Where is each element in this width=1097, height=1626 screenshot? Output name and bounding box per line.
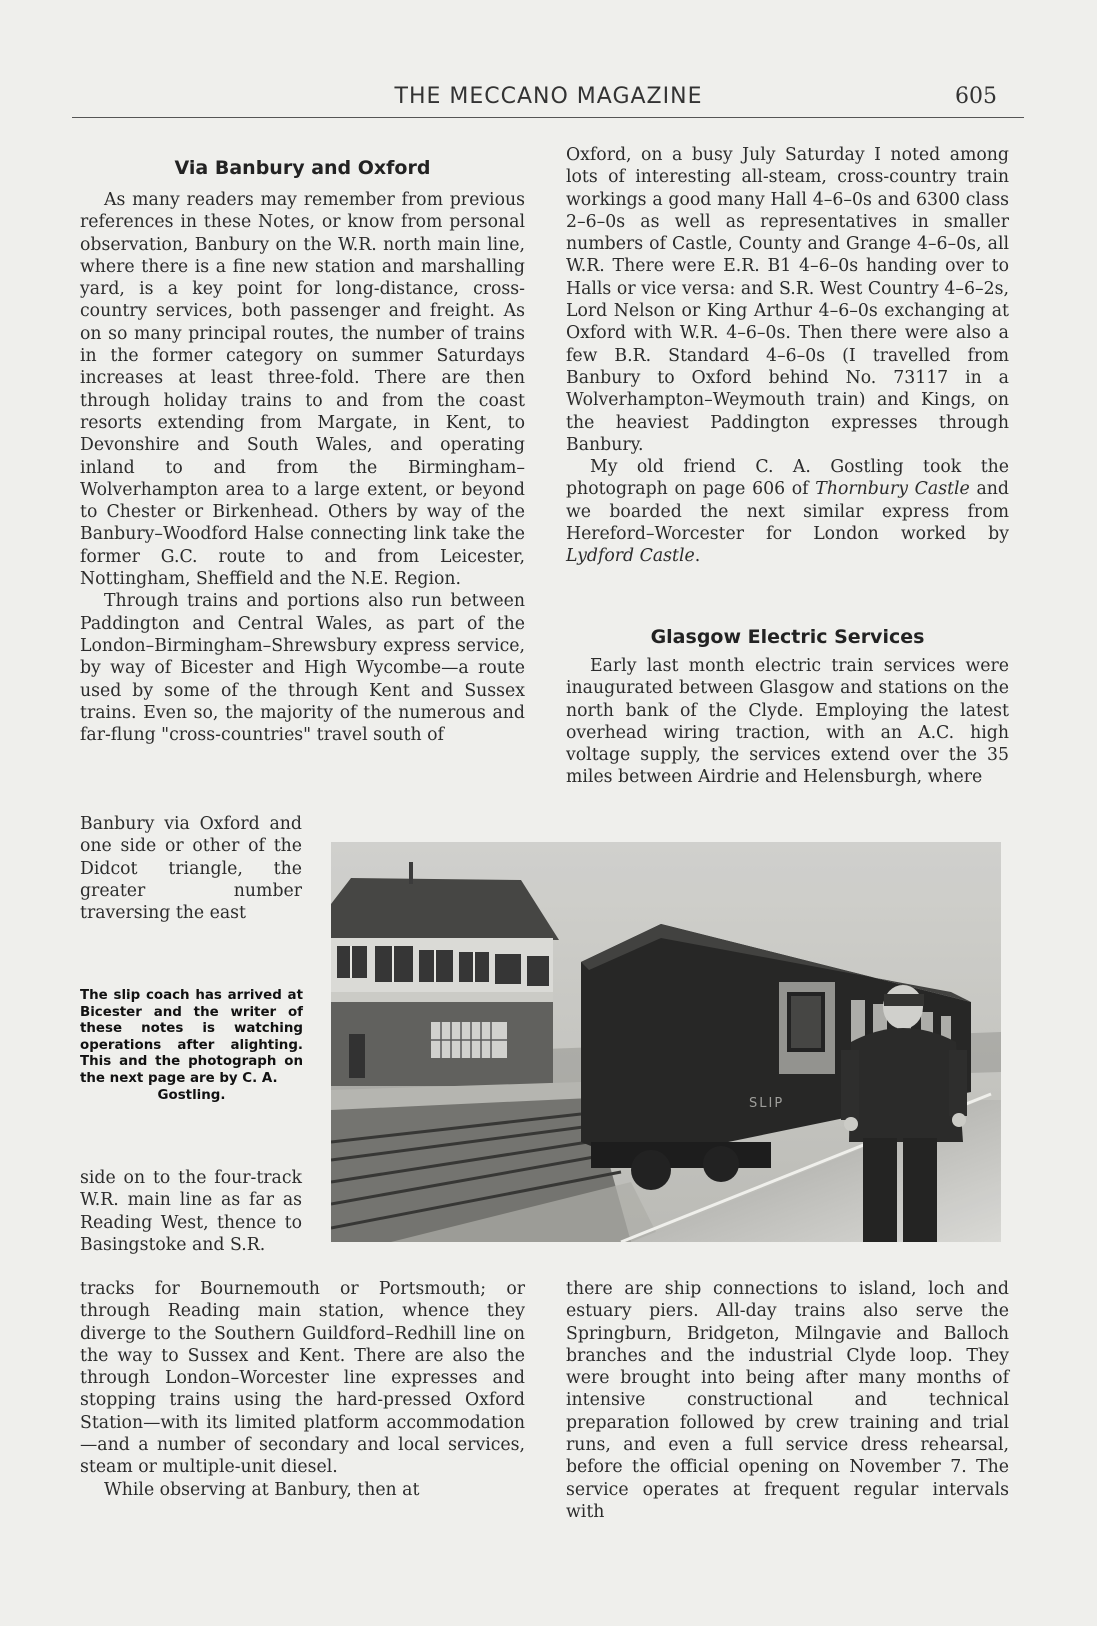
text-run: My old friend C. A. Gostling took the photograph on page 606 of (566, 457, 1009, 500)
right-column-middle (566, 655, 1009, 789)
section-heading-banbury: Via Banbury and Oxford (174, 157, 431, 179)
page-number: 605 (955, 84, 997, 109)
caption-text: The slip coach has arrived at Bicester and the writer of these notes is watching operations after alighting. This and the photograph on the next page are by C. A. (80, 988, 303, 1086)
text-run: . (694, 546, 701, 567)
coach-marking: SLIP (749, 1096, 785, 1111)
header-rule (72, 117, 1024, 118)
paragraph: Through trains and portions also run between Paddington and Central Wales, as part of the London–Birmingham–Shrewsbury express service, by way of Bicester and High Wycombe—a route used by some of the through Kent and Sussex trains. Even so, the majority of the numerous and far-flung "cross-countries" travel south of (80, 591, 525, 746)
photo-caption (80, 988, 303, 1104)
paragraph: Early last month electric train services were inaugurated between Glasgow and stations on the north bank of the Clyde. Employing the latest overhead wiring traction, with an A.C. high voltage supply, the services extend over the 35 miles between Airdrie and Helensburgh, where (566, 656, 1009, 788)
text-run: and we boarded the next similar express from Hereford–Worcester for London worked by (566, 479, 1009, 545)
paragraph: As many readers may remember from previous references in these Notes, or know from personal observation, Banbury on the W.R. north main line, where there is a fine new station and marshalling yard, is a key point for long-distance, cross-country services, both passenger and freight. As on so many principal routes, the number of trains in the former category on summer Saturdays increases at least three-fold. There are then through holiday trains to and from the coast resorts extending from Margate, in Kent, to Devonshire and South Wales, and operating inland to and from the Birmingham–Wolverhampton area to a large extent, or beyond to Chester or Birkenhead. Others by way of the Banbury–Woodford Halse connecting link take the former G.C. route to and from Leicester, Nottingham, Sheffield and the N.E. Region. (80, 190, 525, 590)
left-column-wrap-lower (80, 1167, 302, 1256)
photo-illustration (331, 842, 1001, 1242)
paragraph-continuation: Oxford, on a busy July Saturday I noted among lots of interesting all-steam, cross-country train workings a good many Hall 4–6–0s and 6300 class 2–6–0s as well as representatives in smaller numbers of Castle, County and Grange 4–6–0s, all W.R. There were E.R. B1 4–6–0s handing over to Halls or vice versa: and S.R. West Country 4–6–2s, Lord Nelson or King Arthur 4–6–0s exchanging at Oxford with W.R. 4–6–0s. Then there were also a few B.R. Standard 4–6–0s (I travelled from Banbury to Oxford behind No. 73117 in a Wolverhampton–Weymouth train) and Kings, on the heaviest Paddington expresses through Banbury. (566, 145, 1009, 455)
caption-credit: Gostling. (157, 1087, 226, 1103)
paragraph (566, 456, 1009, 567)
paragraph-continuation: there are ship connections to island, loch and estuary piers. All-day trains also serve the Springburn, Bridgeton, Milngavie and Balloch branches and the industrial Clyde loop. They were brought into being after many months of intensive constructional and technical preparation followed by crew training and trial runs, and even a full service dress rehearsal, before the official opening on November 7. The service operates at frequent regular intervals with (566, 1279, 1009, 1522)
right-column-bottom (566, 1278, 1009, 1523)
left-column-bottom (80, 1278, 525, 1501)
paragraph-continuation: side on to the four-track W.R. main line as far as Reading West, thence to Basingstoke and S.R. (80, 1168, 302, 1255)
railway-photograph (331, 842, 1001, 1242)
section-heading-glasgow: Glasgow Electric Services (650, 626, 925, 648)
locomotive-name: Thornbury Castle (815, 479, 970, 500)
paragraph-continuation: tracks for Bournemouth or Portsmouth; or through Reading main station, whence they diverge to the Southern Guildford–Redhill line on the way to Sussex and Kent. There are also the through London–Worcester line expresses and stopping trains using the hard-pressed Oxford Station—with its limited platform accommodation—and a number of secondary and local services, steam or multiple-unit diesel. (80, 1279, 525, 1478)
paragraph: While observing at Banbury, then at (104, 1479, 420, 1500)
magazine-title: THE MECCANO MAGAZINE (394, 84, 703, 109)
left-column-wrap-upper (80, 813, 302, 924)
left-column-top (80, 189, 525, 746)
locomotive-name: Lydford Castle (566, 546, 695, 567)
paragraph-continuation: Banbury via Oxford and one side or other of the Didcot triangle, the greater number traversing the east (80, 814, 302, 924)
right-column-top (566, 144, 1009, 568)
